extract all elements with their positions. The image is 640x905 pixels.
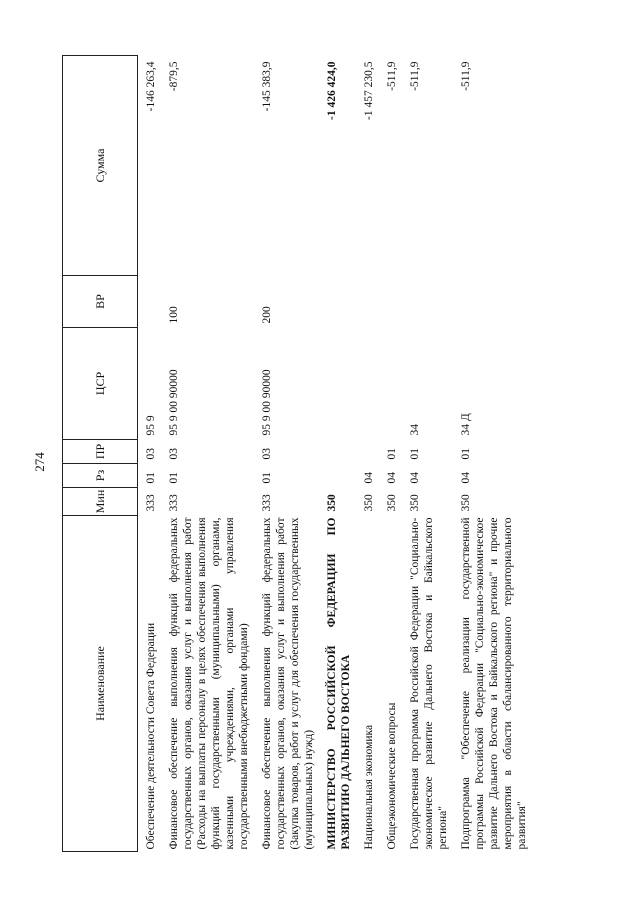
cell-pr: 03 xyxy=(168,448,181,460)
page-number-text: 274 xyxy=(32,452,47,472)
cell-vr xyxy=(356,276,379,328)
header-vr: ВР xyxy=(63,276,138,328)
cell-csr: 95 9 xyxy=(145,415,157,436)
cell-rz: 01 xyxy=(261,472,274,484)
cell-name: Подпрограмма "Обеспечение реализации государственной программы Российской Федерации "Социально-экономическое развитие Дальнего Востока и Байкальского региона" и прочие мероприятия в области сбалансированного территориального развития" xyxy=(460,517,529,850)
cell-min: 350 xyxy=(326,494,339,512)
cell-pr xyxy=(356,440,379,464)
table-row xyxy=(161,56,254,852)
cell-pr: 01 xyxy=(460,448,473,460)
cell-pr: 01 xyxy=(409,448,422,460)
cell-pr: 03 xyxy=(145,448,157,460)
cell-rz: 04 xyxy=(409,472,422,484)
cell-pr: 01 xyxy=(386,448,399,460)
cell-rz xyxy=(319,464,356,488)
cell-rz: 04 xyxy=(460,472,473,484)
cell-rz: 01 xyxy=(145,472,157,484)
cell-min: 333 xyxy=(145,494,157,512)
cell-sum: -1 426 424,0 xyxy=(326,61,339,120)
cell-min: 350 xyxy=(363,494,376,512)
cell-csr xyxy=(379,328,402,440)
table-row xyxy=(319,56,356,852)
table-row xyxy=(379,56,402,852)
cell-min: 350 xyxy=(460,494,473,512)
header-min: Мин xyxy=(63,488,138,516)
header-pr: ПР xyxy=(63,440,138,464)
table-row xyxy=(356,56,379,852)
cell-csr: 34 Д xyxy=(460,413,473,436)
cell-vr xyxy=(402,276,453,328)
header-csr: ЦСР xyxy=(63,328,138,440)
cell-csr xyxy=(319,328,356,440)
cell-csr: 95 9 00 90000 xyxy=(168,369,181,436)
table-body xyxy=(138,56,533,852)
cell-rz: 01 xyxy=(168,472,181,484)
cell-name: МИНИСТЕРСТВО РОССИЙСКОЙ ФЕДЕРАЦИИ ПО РАЗВИТИЮ ДАЛЬНЕГО ВОСТОКА xyxy=(326,517,353,850)
page-number xyxy=(30,442,50,482)
table-row xyxy=(402,56,453,852)
table-row xyxy=(138,56,162,852)
cell-csr: 34 xyxy=(409,424,422,436)
cell-vr: 100 xyxy=(168,306,181,324)
cell-min: 350 xyxy=(386,494,399,512)
cell-sum: -511,9 xyxy=(460,61,473,91)
cell-vr xyxy=(379,276,402,328)
cell-sum: -879,5 xyxy=(168,61,181,92)
cell-name: Финансовое обеспечение выполнения функций федеральных государственных органов, оказания услуг и выполнения работ (Закупка товаров, работ и услуг для обеспечения государственных (муниципальных) нужд) xyxy=(261,517,316,850)
cell-name: Государственная программа Российской Федерации "Социально-экономическое развитие Дальнего Востока и Байкальского региона" xyxy=(409,517,450,850)
cell-sum: -145 383,9 xyxy=(261,61,274,112)
cell-min: 333 xyxy=(261,494,274,512)
cell-csr xyxy=(356,328,379,440)
cell-vr xyxy=(138,276,162,328)
cell-name: Финансовое обеспечение выполнения функций федеральных государственных органов, оказания услуг и выполнения работ (Расходы на выплаты персоналу в целях обеспечения выполнения функций государственными (муниципальными) органами, казенными учреждениями, органами управления государственными внебюджетными фондами) xyxy=(168,517,251,850)
cell-sum: -511,9 xyxy=(386,61,399,91)
cell-sum: -511,9 xyxy=(409,61,422,91)
cell-vr xyxy=(453,276,532,328)
cell-vr xyxy=(319,276,356,328)
cell-pr xyxy=(319,440,356,464)
budget-table-container xyxy=(62,56,582,852)
cell-name: Обеспечение деятельности Совета Федерации xyxy=(145,622,157,850)
cell-rz: 04 xyxy=(363,472,376,484)
budget-table xyxy=(62,55,532,852)
cell-name: Общеэкономические вопросы xyxy=(386,702,399,850)
cell-sum: -1 457 230,5 xyxy=(363,61,376,120)
cell-csr: 95 9 00 90000 xyxy=(261,369,274,436)
table-header-row xyxy=(63,56,138,852)
table-row xyxy=(453,56,532,852)
header-rz: Рз xyxy=(63,464,138,488)
cell-sum: -146 263,4 xyxy=(145,61,157,112)
cell-min: 350 xyxy=(409,494,422,512)
cell-min: 333 xyxy=(168,494,181,512)
cell-vr: 200 xyxy=(261,306,274,324)
cell-pr: 03 xyxy=(261,448,274,460)
header-sum: Сумма xyxy=(63,56,138,276)
cell-name: Национальная экономика xyxy=(363,724,376,850)
cell-rz: 04 xyxy=(386,472,399,484)
header-name: Наименование xyxy=(63,516,138,852)
table-row xyxy=(254,56,319,852)
